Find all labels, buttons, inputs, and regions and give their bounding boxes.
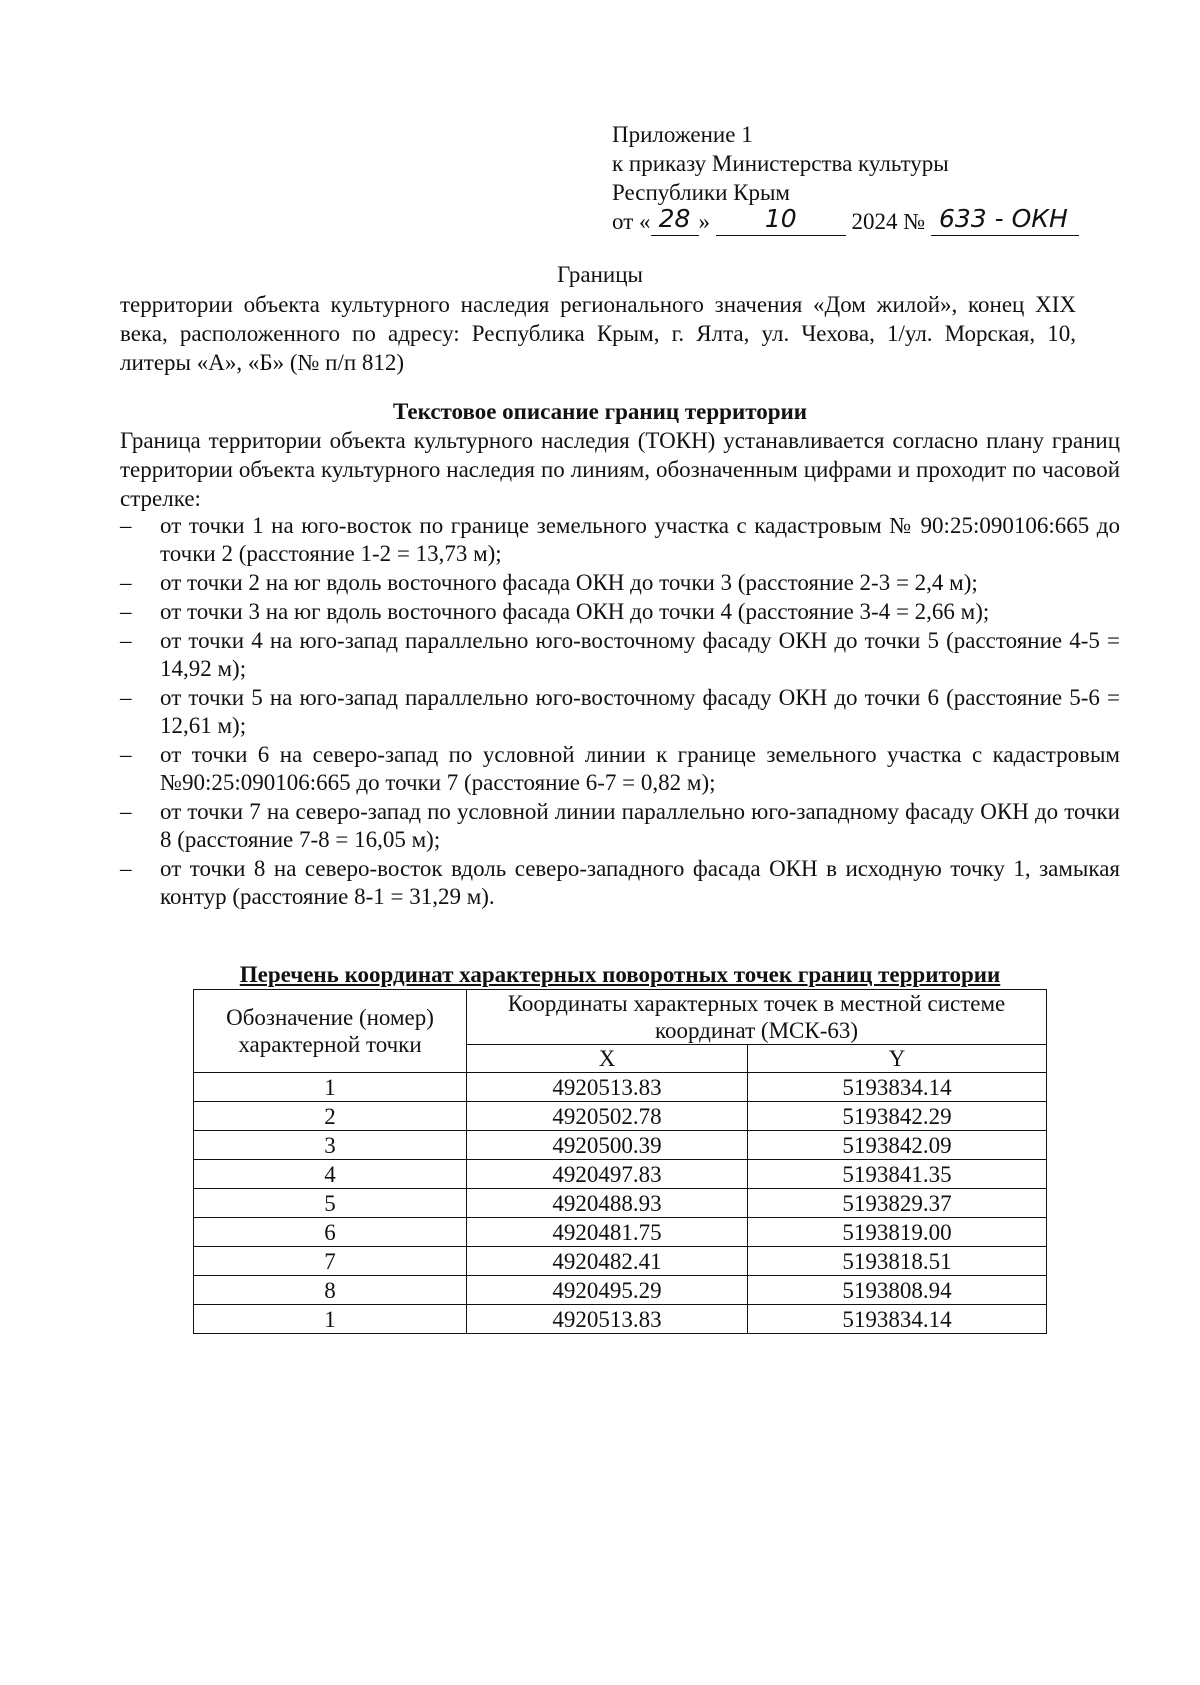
list-item: – от точки 5 на юго-запад параллельно юго-восточному фасаду ОКН до точки 6 (расстояние 5-6 = 12,61 м); xyxy=(120,685,1120,738)
appendix-line-1: Приложение 1 xyxy=(612,122,753,147)
list-item: – от точки 8 на северо-восток вдоль северо-западного фасада ОКН в исходную точку 1, замыкая контур (расстояние 8-1 = 31,29 м). xyxy=(120,856,1120,909)
order-date-line xyxy=(612,204,1079,236)
header-y: Y xyxy=(748,1045,1047,1073)
bullet-dash: – xyxy=(120,742,132,767)
handwritten-day: 28 xyxy=(658,204,691,233)
list-item: – от точки 1 на юго-восток по границе земельного участка с кадастровым № 90:25:090106:665 до точки 2 (расстояние 1-2 = 13,73 м); xyxy=(120,513,1120,566)
date-prefix: от « xyxy=(612,209,651,234)
cell-point: 8 xyxy=(194,1276,467,1305)
table-row xyxy=(194,1189,1047,1218)
cell-point: 1 xyxy=(194,1073,467,1102)
appendix-header xyxy=(612,120,1079,236)
header-x: X xyxy=(467,1045,748,1073)
cell-x: 4920482.41 xyxy=(467,1247,748,1276)
table-row xyxy=(194,1160,1047,1189)
list-item: – от точки 4 на юго-запад параллельно юго-восточному фасаду ОКН до точки 5 (расстояние 4-5 = 14,92 м); xyxy=(120,628,1120,681)
table-row xyxy=(194,1073,1047,1102)
section-heading: Текстовое описание границ территории xyxy=(392,399,808,424)
bullet-dash: – xyxy=(120,856,132,881)
cell-x: 4920481.75 xyxy=(467,1218,748,1247)
table-row xyxy=(194,1102,1047,1131)
bullet-dash: – xyxy=(120,799,132,824)
cell-y: 5193842.29 xyxy=(748,1102,1047,1131)
appendix-line-2: к приказу Министерства культуры xyxy=(612,151,949,176)
handwritten-month: 10 xyxy=(764,204,797,233)
document-subtitle: территории объекта культурного наследия регионального значения «Дом жилой», конец XIX века, расположенного по адресу: Республика Крым, г. Ялта, ул. Чехова, 1/ул. Морская, 10, литеры «А», «Б» (№ п/п 812) xyxy=(120,292,1076,375)
cell-point: 3 xyxy=(194,1131,467,1160)
cell-y: 5193818.51 xyxy=(748,1247,1047,1276)
cell-point: 1 xyxy=(194,1305,467,1334)
table-row xyxy=(194,1305,1047,1334)
cell-point: 7 xyxy=(194,1247,467,1276)
header-point-designation: Обозначение (номер) характерной точки xyxy=(194,990,467,1073)
cell-x: 4920513.83 xyxy=(467,1305,748,1334)
cell-point: 6 xyxy=(194,1218,467,1247)
cell-y: 5193834.14 xyxy=(748,1073,1047,1102)
list-item: – от точки 6 на северо-запад по условной линии к границе земельного участка с кадастровым №90:25:090106:665 до точки 7 (расстояние 6-7 = 0,82 м); xyxy=(120,742,1120,795)
date-mid: » xyxy=(698,209,710,234)
bullet-dash: – xyxy=(120,570,132,595)
bullet-dash: – xyxy=(120,685,132,710)
bullet-dash: – xyxy=(120,599,132,624)
cell-y: 5193819.00 xyxy=(748,1218,1047,1247)
cell-x: 4920500.39 xyxy=(467,1131,748,1160)
intro-paragraph: Граница территории объекта культурного наследия (ТОКН) устанавливается согласно плану границ территории объекта культурного наследия по линиям, обозначенным цифрами и проходит по часовой стрелке: xyxy=(120,428,1120,511)
cell-y: 5193808.94 xyxy=(748,1276,1047,1305)
bullet-dash: – xyxy=(120,628,132,653)
cell-y: 5193842.09 xyxy=(748,1131,1047,1160)
coordinates-table xyxy=(193,989,1047,1334)
handwritten-order-number: 633 - ОКН xyxy=(938,204,1068,233)
appendix-line-3: Республики Крым xyxy=(612,180,790,205)
cell-x: 4920513.83 xyxy=(467,1073,748,1102)
table-row xyxy=(194,1131,1047,1160)
list-item: – от точки 3 на юг вдоль восточного фасада ОКН до точки 4 (расстояние 3-4 = 2,66 м); xyxy=(120,599,990,624)
cell-y: 5193834.14 xyxy=(748,1305,1047,1334)
list-item: – от точки 7 на северо-запад по условной линии параллельно юго-западному фасаду ОКН до точки 8 (расстояние 7-8 = 16,05 м); xyxy=(120,799,1120,852)
document-title: Границы xyxy=(557,262,643,287)
cell-x: 4920497.83 xyxy=(467,1160,748,1189)
boundary-description-list xyxy=(120,512,1120,912)
table-row xyxy=(194,1247,1047,1276)
cell-y: 5193841.35 xyxy=(748,1160,1047,1189)
cell-point: 2 xyxy=(194,1102,467,1131)
cell-x: 4920502.78 xyxy=(467,1102,748,1131)
list-item: – от точки 2 на юг вдоль восточного фасада ОКН до точки 3 (расстояние 2-3 = 2,4 м); xyxy=(120,570,978,595)
table-row xyxy=(194,1276,1047,1305)
date-year: 2024 № xyxy=(851,209,926,234)
cell-point: 5 xyxy=(194,1189,467,1218)
cell-point: 4 xyxy=(194,1160,467,1189)
coordinates-table-title: Перечень координат характерных поворотных точек границ территории xyxy=(239,962,1001,987)
cell-x: 4920495.29 xyxy=(467,1276,748,1305)
table-row xyxy=(194,1218,1047,1247)
cell-y: 5193829.37 xyxy=(748,1189,1047,1218)
cell-x: 4920488.93 xyxy=(467,1189,748,1218)
bullet-dash: – xyxy=(120,513,132,538)
header-coordinates: Координаты характерных точек в местной системе координат (МСК-63) xyxy=(467,990,1047,1045)
